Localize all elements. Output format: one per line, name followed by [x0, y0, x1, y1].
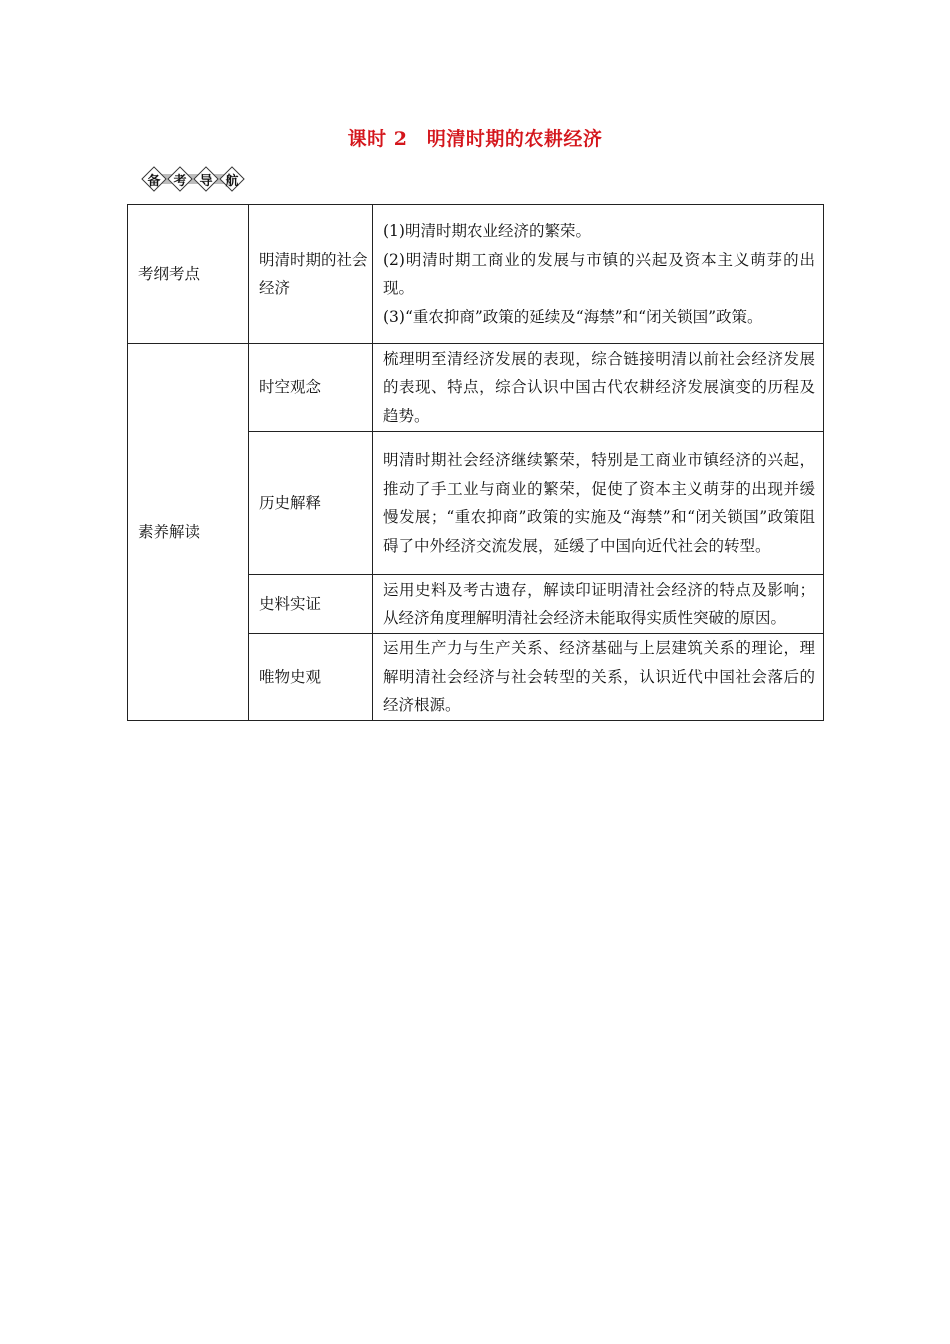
topic-cell: 明清时期的社会经济 [249, 205, 373, 344]
content-line: 运用生产力与生产关系、经济基础与上层建筑关系的理论，理解明清社会经济与社会转型的关系，认识近代中国社会落后的经济根源。 [383, 639, 815, 714]
topic-cell: 唯物史观 [249, 634, 373, 721]
content-cell [373, 634, 824, 721]
category-cell: 素养解读 [128, 344, 249, 721]
badge-char: 考 [173, 173, 187, 189]
page-title: 课时 2 明清时期的农耕经济 [347, 128, 603, 150]
content-line: 明清时期社会经济继续繁荣，特别是工商业市镇经济的兴起，推动了手工业与商业的繁荣，促使了资本主义萌芽的出现并缓慢发展；“重农抑商”政策的实施及“海禁”和“闭关锁国”政策阻碍了中外经济交流发展，延缓了中国向近代社会的转型。 [383, 451, 815, 555]
badge-char: 航 [225, 173, 239, 189]
topic-cell: 历史解释 [249, 432, 373, 575]
table-row [128, 344, 824, 432]
content-cell [373, 344, 824, 432]
badge-char: 备 [147, 173, 161, 189]
badge-diamond [220, 167, 244, 191]
content-line: (1)明清时期农业经济的繁荣。 [383, 222, 591, 240]
badge-diamond [194, 167, 218, 191]
content-cell [373, 205, 824, 344]
table-row [128, 205, 824, 344]
topic-cell: 史料实证 [249, 575, 373, 634]
content-line: (2)明清时期工商业的发展与市镇的兴起及资本主义萌芽的出现。 [383, 250, 815, 297]
content-cell [373, 575, 824, 634]
topic-cell: 时空观念 [249, 344, 373, 432]
badge-char: 导 [199, 173, 213, 189]
content-cell [373, 432, 824, 575]
content-line: 梳理明至清经济发展的表现，综合链接明清以前社会经济发展的表现、特点，综合认识中国古代农耕经济发展演变的历程及趋势。 [383, 349, 815, 425]
category-cell: 考纲考点 [128, 205, 249, 344]
badge-diamond [168, 167, 192, 191]
syllabus-table [127, 204, 824, 721]
content-line: (3)“重农抑商”政策的延续及“海禁”和“闭关锁国”政策。 [383, 307, 763, 326]
content-line: 运用史料及考古遗存，解读印证明清社会经济的特点及影响；从经济角度理解明清社会经济未能取得实质性突破的原因。 [383, 580, 815, 627]
section-badge [142, 165, 246, 193]
badge-diamond [142, 167, 166, 191]
